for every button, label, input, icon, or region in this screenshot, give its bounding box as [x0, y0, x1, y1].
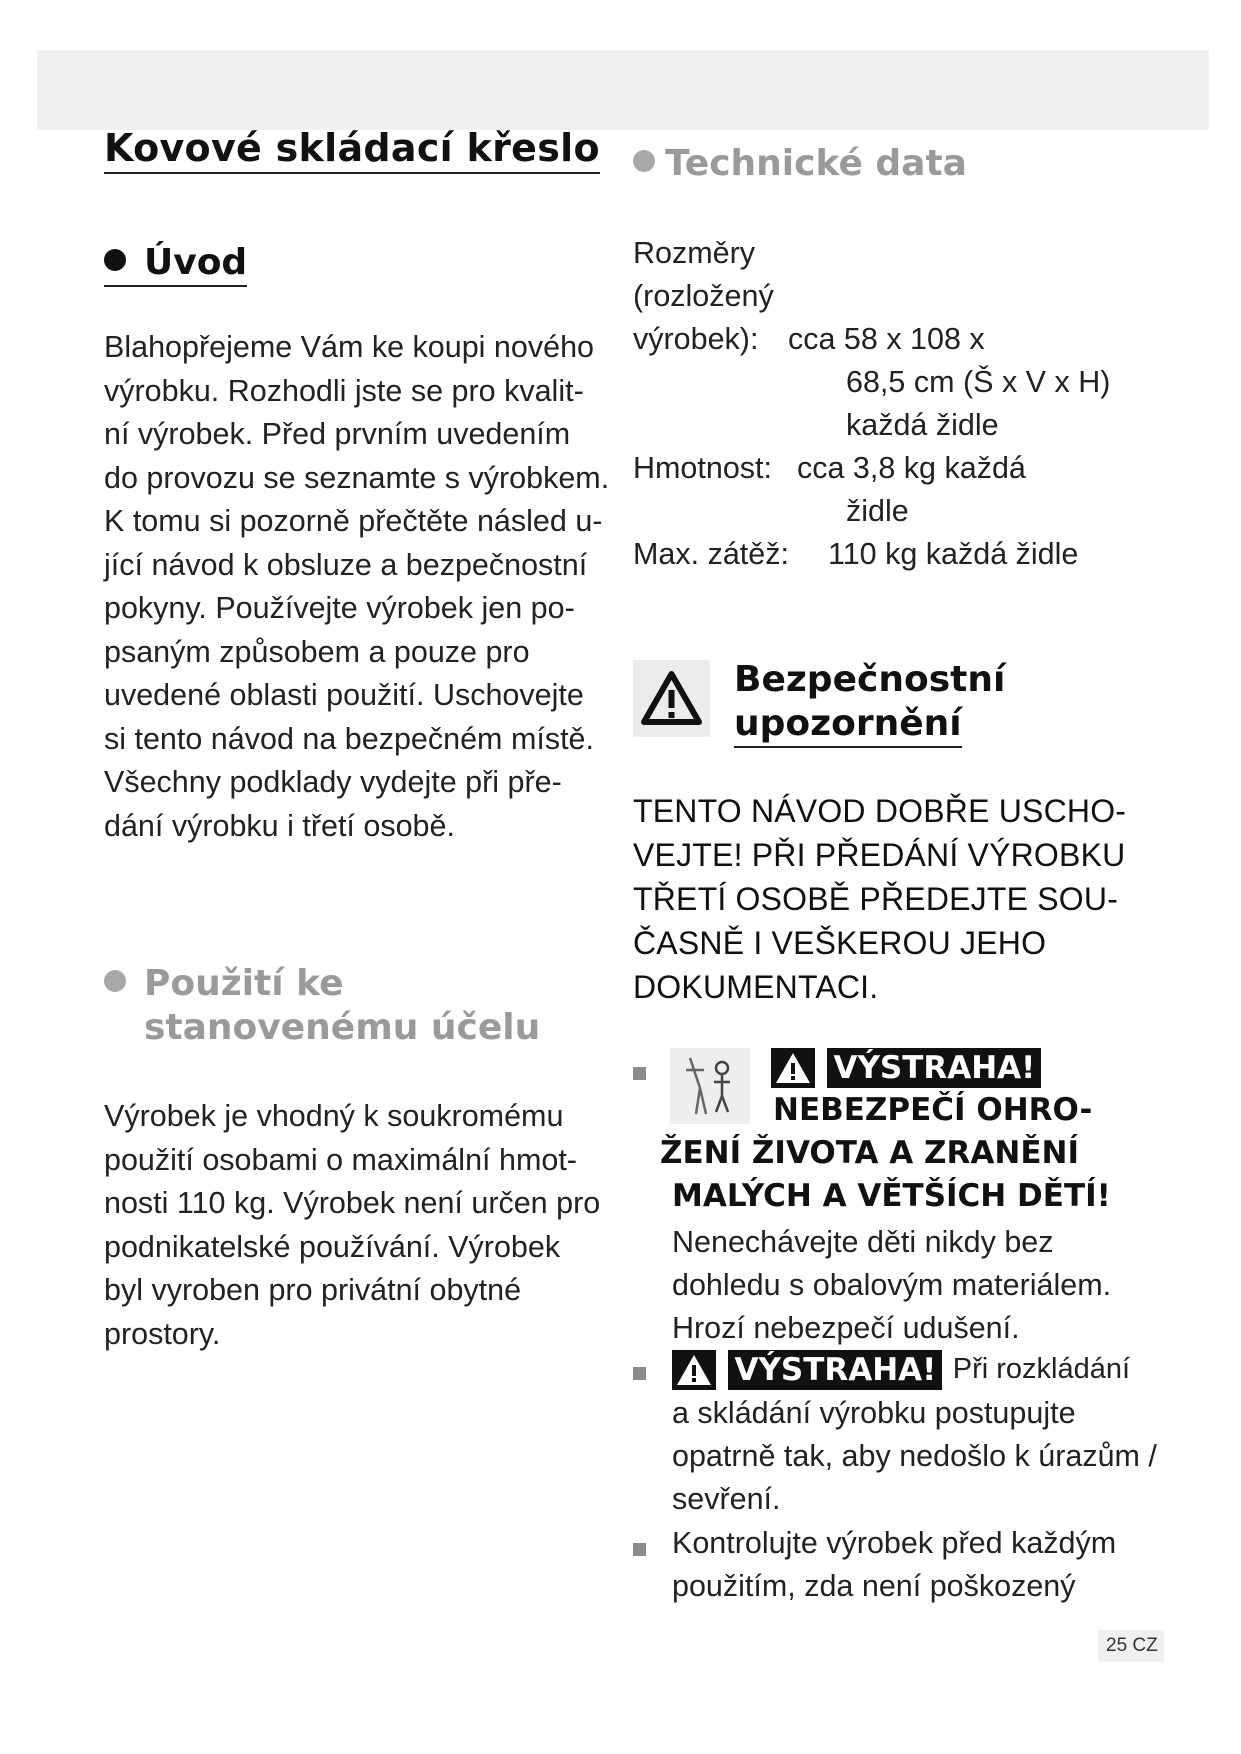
- warning-triangle-icon: [672, 1350, 716, 1390]
- list-bullet-icon: [633, 1543, 646, 1556]
- item3-text-line: Kontrolujte výrobek před každým: [672, 1526, 1117, 1560]
- safety-caps-line: TŘETÍ OSOBĚ PŘEDEJTE SOU-: [633, 881, 1119, 917]
- warning-triangle-icon: [771, 1048, 815, 1088]
- item1-text-line: Hrozí nebezpečí udušení.: [672, 1311, 1020, 1345]
- item2-first-line: [672, 1348, 1130, 1391]
- intro-heading: [104, 242, 247, 287]
- item1-bold-line: NEBEZPEČÍ OHRO-: [773, 1092, 1093, 1128]
- tech-load-label: Max. zátěž:: [633, 537, 789, 571]
- usage-line: prostory.: [104, 1316, 221, 1351]
- warning-label: VÝSTRAHA!: [728, 1350, 942, 1390]
- item1-text: [672, 1221, 1111, 1350]
- tech-dim-label-1: Rozměry: [633, 236, 756, 270]
- intro-line: ní výrobek. Před prvním uvedením: [104, 417, 571, 451]
- usage-line: použití osobami o maximální hmot-: [104, 1142, 577, 1177]
- tech-load-value: 110 kg každá židle: [828, 537, 1079, 571]
- item1-bold-line: MALÝCH A VĚTŠÍCH DĚTÍ!: [672, 1178, 1111, 1214]
- intro-paragraph: [104, 326, 609, 848]
- tech-dim-value-3: každá židle: [846, 408, 999, 442]
- intro-line: uvedené oblasti použití. Uschovejte: [104, 678, 584, 712]
- usage-heading: [104, 962, 540, 1050]
- tech-weight-value-1: cca 3,8 kg každá: [797, 451, 1026, 485]
- item2-text-line: sevření.: [672, 1482, 781, 1516]
- usage-paragraph: [104, 1095, 600, 1356]
- usage-line: podnikatelské používání. Výrobek: [104, 1229, 561, 1264]
- safety-heading-line: Bezpečnostní: [734, 659, 1006, 700]
- warning-label: VÝSTRAHA!: [827, 1048, 1041, 1088]
- tech-dim-value-2: 68,5 cm (Š x V x H): [846, 365, 1111, 399]
- page-title: Kovové skládací křeslo: [104, 126, 600, 174]
- safety-heading: [734, 658, 1005, 746]
- intro-line: Blahopřejeme Vám ke koupi nového: [104, 330, 594, 364]
- warning-badge: [771, 1048, 1041, 1088]
- bullet-dot-icon: [633, 150, 655, 172]
- safety-caps-line: DOKUMENTACI.: [633, 969, 879, 1005]
- safety-heading-line: upozornění: [734, 703, 962, 748]
- item1-text-line: dohledu s obalovým materiálem.: [672, 1268, 1112, 1302]
- safety-caps-line: VEJTE! PŘI PŘEDÁNÍ VÝROBKU: [633, 837, 1126, 873]
- intro-line: K tomu si pozorně přečtěte násled u-: [104, 504, 603, 538]
- intro-line: výrobku. Rozhodli jste se pro kvalit-: [104, 373, 584, 408]
- intro-line: pokyny. Používejte výrobek jen po-: [104, 591, 575, 625]
- tech-heading-text: Technické data: [665, 143, 967, 184]
- bullet-dot-icon: [104, 970, 126, 992]
- usage-line: byl vyroben pro privátní obytné: [104, 1273, 522, 1307]
- intro-line: dání výrobku i třetí osobě.: [104, 808, 455, 843]
- header-band: [37, 50, 1209, 130]
- usage-heading-line: stanovenému účelu: [144, 1007, 541, 1048]
- intro-heading-text: Úvod: [144, 242, 248, 283]
- safety-caps-line: ČASNĚ I VEŠKEROU JEHO: [633, 925, 1047, 961]
- intro-line: psaným způsobem a pouze pro: [104, 634, 530, 669]
- tech-weight-label: Hmotnost:: [633, 451, 772, 485]
- item3-text: [672, 1522, 1116, 1608]
- item3-text-line: použitím, zda není poškozený: [672, 1569, 1076, 1603]
- intro-line: Všechny podklady vydejte při pře-: [104, 765, 562, 799]
- item2-text-line: opatrně tak, aby nedošlo k úrazům /: [672, 1439, 1157, 1473]
- page-number: 25 CZ: [1098, 1630, 1164, 1662]
- usage-line: nosti 110 kg. Výrobek není určen pro: [104, 1186, 601, 1220]
- item2-text: [672, 1392, 1157, 1521]
- tech-heading: [633, 143, 967, 184]
- safety-caps-paragraph: [633, 789, 1126, 1009]
- child-warning-icon: [670, 1048, 750, 1124]
- intro-line: si tento návod na bezpečném místě.: [104, 721, 594, 756]
- intro-line: jící návod k obsluze a bezpečnostní: [104, 547, 588, 582]
- bullet-dot-icon: [104, 249, 126, 271]
- tech-weight-value-2: židle: [846, 494, 909, 528]
- intro-line: do provozu se seznamte s výrobkem.: [104, 460, 610, 495]
- item2-text-line: a skládání výrobku postupujte: [672, 1396, 1076, 1430]
- usage-line: Výrobek je vhodný k soukromému: [104, 1099, 564, 1133]
- tech-dim-value-1: cca 58 x 108 x: [788, 322, 985, 356]
- item2-first-text: Při rozkládání: [952, 1353, 1131, 1385]
- tech-dim-label-3: výrobek):: [633, 322, 759, 356]
- item1-bold-line: ŽENÍ ŽIVOTA A ZRANĚNÍ: [660, 1135, 1079, 1171]
- item1-text-line: Nenechávejte děti nikdy bez: [672, 1225, 1054, 1259]
- list-bullet-icon: [633, 1367, 646, 1380]
- list-bullet-icon: [633, 1067, 646, 1080]
- warning-triangle-icon: [633, 660, 710, 737]
- safety-caps-line: TENTO NÁVOD DOBŘE USCHO-: [633, 793, 1127, 829]
- tech-dim-label-2: (rozložený: [633, 279, 774, 313]
- usage-heading-line: Použití ke: [144, 963, 344, 1004]
